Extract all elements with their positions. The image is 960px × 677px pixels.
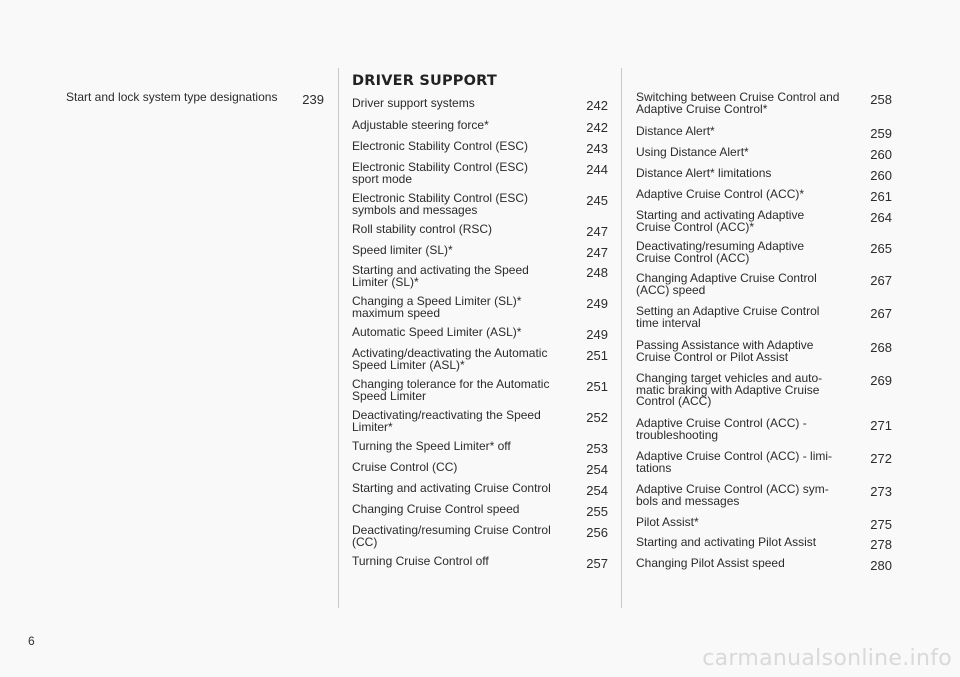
toc-entry-page: 260 [870, 147, 892, 162]
toc-entry[interactable] [352, 410, 608, 433]
toc-entry-page: 260 [870, 168, 892, 183]
toc-entry-page: 252 [586, 410, 608, 425]
toc-column-2 [352, 70, 608, 571]
toc-entry[interactable] [352, 193, 608, 216]
toc-entry-title: Adaptive Cruise Control (ACC) sym-bols and messages [636, 482, 829, 508]
toc-entry[interactable] [636, 210, 892, 233]
toc-entry-page: 273 [870, 484, 892, 499]
toc-entry-page: 247 [586, 224, 608, 239]
toc-entry[interactable] [636, 306, 892, 329]
toc-entry-title: Pilot Assist* [636, 515, 699, 529]
toc-entry[interactable] [636, 451, 892, 474]
toc-entry-page: 267 [870, 273, 892, 288]
toc-entry-title: Distance Alert* [636, 124, 715, 138]
toc-entry[interactable] [352, 556, 608, 570]
toc-entry-title: Electronic Stability Control (ESC) sport mode [352, 160, 529, 186]
toc-entry[interactable] [352, 348, 608, 371]
toc-entry-title: Starting and activating the Speed Limiter (SL)* [352, 263, 529, 289]
toc-entry-title: Roll stability control (RSC) [352, 222, 493, 236]
toc-entry-title: Electronic Stability Control (ESC) symbols and messages [352, 191, 529, 217]
toc-entry-title: Deactivating/resuming Adaptive Cruise Control (ACC) [636, 239, 805, 265]
toc-entry[interactable] [636, 147, 892, 161]
toc-entry-page: 278 [870, 537, 892, 552]
toc-entry-page: 251 [586, 348, 608, 363]
toc-entry-title: Activating/deactivating the Automatic Speed Limiter (ASL)* [352, 346, 548, 372]
toc-entry[interactable] [636, 168, 892, 182]
toc-entry-page: 249 [586, 296, 608, 311]
toc-entry-title: Starting and activating Pilot Assist [636, 535, 817, 549]
toc-entry[interactable] [352, 327, 608, 341]
toc-entry-title: Deactivating/reactivating the Speed Limiter* [352, 408, 541, 434]
toc-entry-page: 242 [586, 98, 608, 113]
toc-entry-title: Deactivating/resuming Cruise Control (CC) [352, 523, 551, 549]
toc-entry-page: 254 [586, 483, 608, 498]
section-title: DRIVER SUPPORT [352, 73, 497, 89]
toc-entry-title: Start and lock system type designations [66, 90, 278, 104]
toc-entry-page: 257 [586, 556, 608, 571]
toc-entry-title: Distance Alert* limitations [636, 166, 772, 180]
toc-entry[interactable] [636, 126, 892, 140]
toc-entry-page: 248 [586, 265, 608, 280]
toc-entry-page: 244 [586, 162, 608, 177]
toc-entry-title: Adaptive Cruise Control (ACC) - limi-tations [636, 449, 833, 475]
toc-entry-page: 253 [586, 441, 608, 456]
toc-entry-title: Changing Adaptive Cruise Control (ACC) speed [636, 271, 817, 297]
toc-entry-title: Turning Cruise Control off [352, 554, 489, 568]
toc-entry[interactable] [636, 517, 892, 531]
toc-entry-page: 265 [870, 241, 892, 256]
toc-entry[interactable] [636, 189, 892, 203]
toc-entry-page: 271 [870, 418, 892, 433]
toc-entry-page: 242 [586, 120, 608, 135]
toc-entry[interactable] [352, 462, 608, 476]
toc-entry-title: Passing Assistance with Adaptive Cruise Control or Pilot Assist [636, 338, 814, 364]
toc-entry[interactable] [636, 558, 892, 572]
toc-entry[interactable] [352, 162, 608, 185]
toc-entry-page: 256 [586, 525, 608, 540]
toc-entry-page: 275 [870, 517, 892, 532]
toc-entry-title: Automatic Speed Limiter (ASL)* [352, 325, 522, 339]
toc-entry-page: 258 [870, 92, 892, 107]
toc-entry[interactable] [352, 483, 608, 497]
toc-entry-page: 280 [870, 558, 892, 573]
toc-entry[interactable] [352, 245, 608, 259]
toc-entry[interactable] [636, 92, 892, 115]
toc-entry-title: Using Distance Alert* [636, 145, 749, 159]
toc-entry-page: 268 [870, 340, 892, 355]
toc-entry[interactable] [636, 484, 892, 507]
toc-entry[interactable] [352, 379, 608, 402]
toc-entry-page: 259 [870, 126, 892, 141]
toc-entry[interactable] [636, 340, 892, 363]
toc-entry-title: Changing a Speed Limiter (SL)* maximum speed [352, 294, 522, 320]
toc-entry-title: Starting and activating Adaptive Cruise Control (ACC)* [636, 208, 805, 234]
toc-entry[interactable] [352, 265, 608, 288]
toc-entry[interactable] [352, 525, 608, 548]
toc-entry[interactable] [352, 224, 608, 238]
toc-entry-page: 267 [870, 306, 892, 321]
toc-entry-page: 251 [586, 379, 608, 394]
toc-entry-title: Electronic Stability Control (ESC) [352, 139, 529, 153]
toc-entry-title: Switching between Cruise Control and Adaptive Cruise Control* [636, 90, 840, 116]
toc-entry-page: 269 [870, 373, 892, 388]
toc-entry[interactable] [352, 98, 608, 112]
toc-entry[interactable] [636, 537, 892, 551]
toc-entry[interactable] [636, 241, 892, 264]
toc-entry-title: Starting and activating Cruise Control [352, 481, 551, 495]
toc-entry-title: Changing tolerance for the Automatic Speed Limiter [352, 377, 550, 403]
toc-entry-page: 254 [586, 462, 608, 477]
toc-entry-title: Changing target vehicles and auto-matic braking with Adaptive Cruise Control (ACC) [636, 371, 823, 408]
toc-entry[interactable] [636, 418, 892, 441]
toc-entry-page: 261 [870, 189, 892, 204]
toc-entry-page: 272 [870, 451, 892, 466]
toc-entry-page: 264 [870, 210, 892, 225]
column-divider-left [338, 68, 339, 608]
page-number: 6 [28, 634, 35, 648]
column-divider-right [621, 68, 622, 608]
toc-entry-title: Speed limiter (SL)* [352, 243, 453, 257]
toc-entry-title: Adaptive Cruise Control (ACC)* [636, 187, 805, 201]
toc-entry[interactable] [636, 273, 892, 296]
toc-entry-page: 255 [586, 504, 608, 519]
toc-entry-page: 239 [302, 92, 324, 107]
toc-entry[interactable] [352, 296, 608, 319]
toc-entry-title: Cruise Control (CC) [352, 460, 458, 474]
toc-entry-page: 245 [586, 193, 608, 208]
toc-entry[interactable] [352, 120, 608, 134]
toc-entry[interactable] [352, 504, 608, 518]
watermark: carmanualsonline.info [702, 646, 952, 671]
toc-entry-title: Adjustable steering force* [352, 118, 489, 132]
toc-entry[interactable] [66, 92, 324, 106]
toc-entry-title: Changing Cruise Control speed [352, 502, 520, 516]
toc-entry-title: Turning the Speed Limiter* off [352, 439, 511, 453]
toc-entry[interactable] [636, 373, 892, 408]
toc-entry-title: Driver support systems [352, 96, 475, 110]
toc-entry[interactable] [352, 141, 608, 155]
toc-entry-title: Setting an Adaptive Cruise Control time interval [636, 304, 820, 330]
toc-entry-title: Changing Pilot Assist speed [636, 556, 785, 570]
toc-entry-page: 243 [586, 141, 608, 156]
toc-entry-page: 249 [586, 327, 608, 342]
toc-entry[interactable] [352, 441, 608, 455]
toc-entry-page: 247 [586, 245, 608, 260]
toc-entry-title: Adaptive Cruise Control (ACC) - troubleshooting [636, 416, 807, 442]
